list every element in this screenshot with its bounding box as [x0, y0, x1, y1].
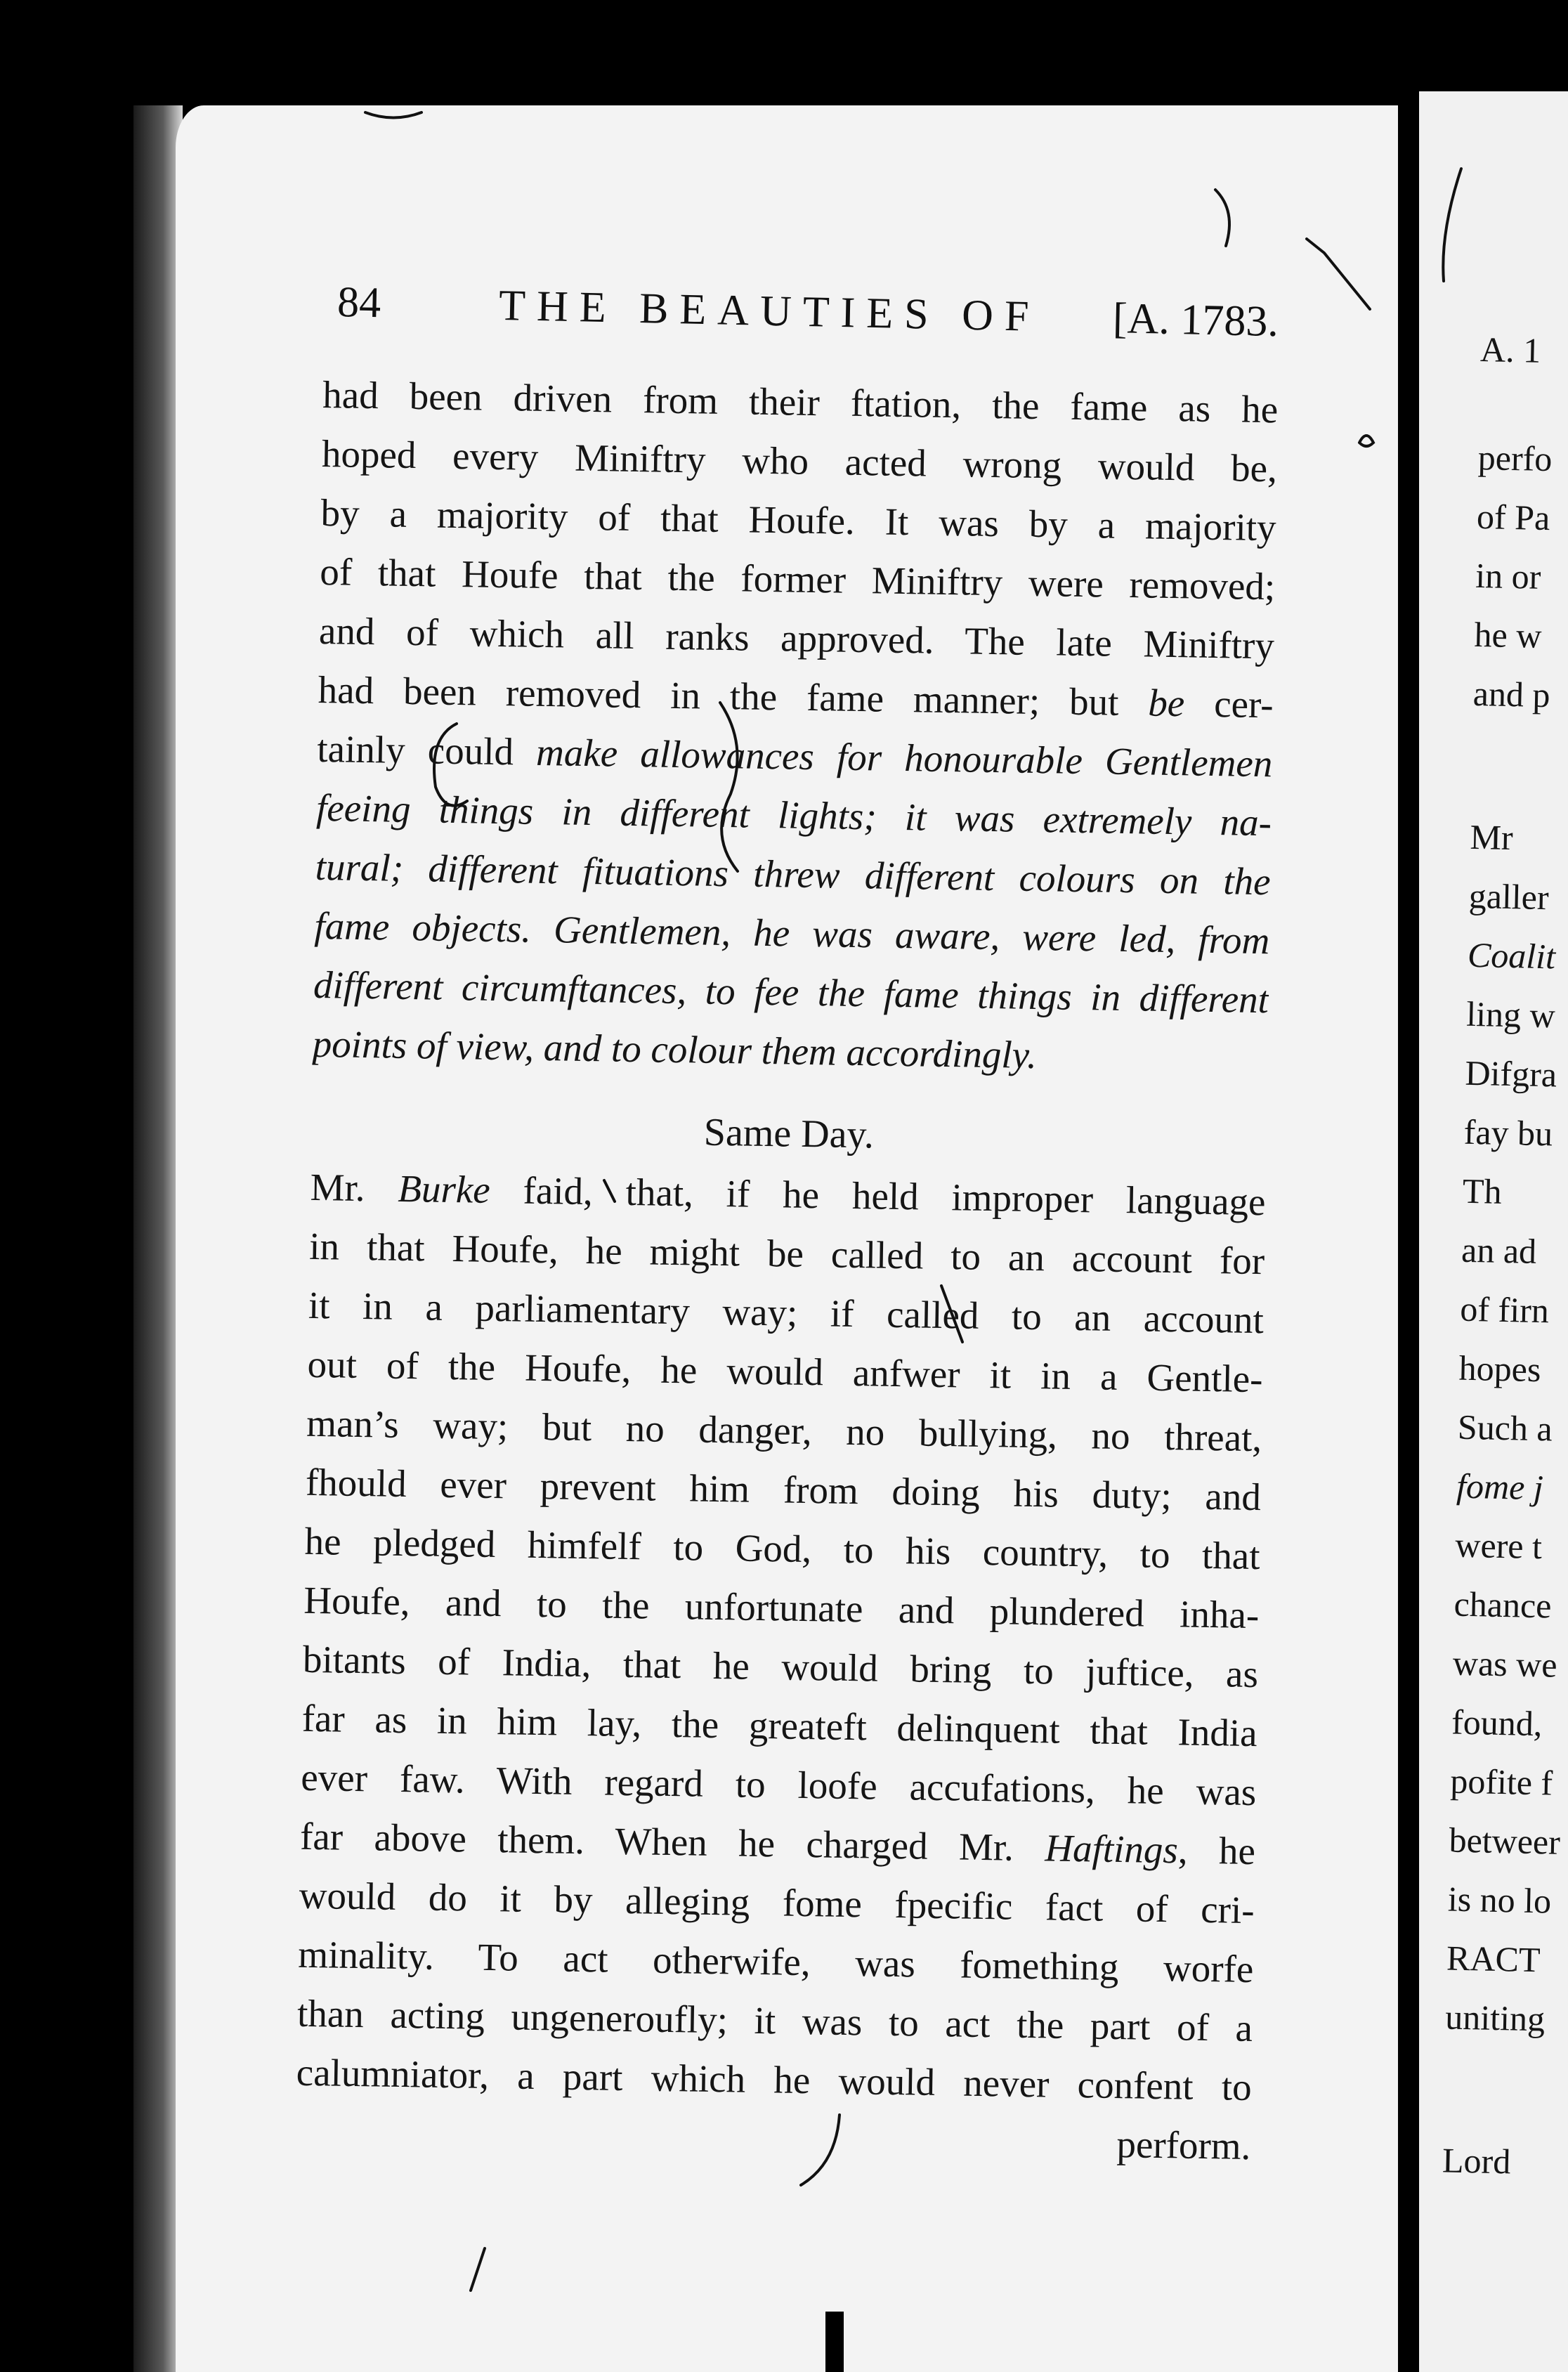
right-page-line-fragment: found, — [1451, 1702, 1543, 1744]
text-run: of that Houfe that the former Miniftry were removed; — [319, 549, 1276, 608]
text-run: Mr. — [310, 1165, 398, 1210]
page-gutter — [1398, 91, 1419, 2372]
right-page-line-fragment: uniting — [1444, 1997, 1546, 2039]
text-run: far above them. When he charged Mr. — [299, 1814, 1045, 1870]
text-run: fame objects. Gentlemen, he was aware, were led, from — [313, 904, 1270, 963]
section-heading: Same Day. — [703, 1110, 875, 1157]
text-run: faid, that, if he held improper language — [490, 1168, 1266, 1224]
right-page-line-fragment: an ad — [1461, 1230, 1537, 1271]
page-number: 84 — [337, 278, 381, 327]
right-page-line-fragment: and p — [1472, 673, 1551, 715]
right-page-line-fragment: in or — [1475, 555, 1541, 597]
right-page-line-fragment: is no lo — [1447, 1879, 1552, 1921]
running-year: [A. 1783. — [1112, 294, 1279, 346]
right-page-line-fragment: Th — [1462, 1171, 1503, 1211]
text-run: cer- — [1184, 682, 1274, 726]
bookmark-tab — [825, 2312, 844, 2372]
right-page-line-fragment: Coalit — [1467, 934, 1556, 977]
right-page-line-fragment: chance — [1453, 1584, 1553, 1626]
right-page-line-fragment: ling w — [1465, 993, 1556, 1036]
running-title: THE BEAUTIES OF — [498, 281, 1041, 341]
text-run: Burke — [397, 1166, 491, 1211]
right-page-line-fragment: of Pa — [1476, 496, 1550, 538]
text-run: ever faw. With regard to loofe accufations, he was — [300, 1755, 1257, 1814]
right-page-line-fragment: he w — [1474, 614, 1542, 656]
text-run: calumniator, a part which he would never confent to — [296, 2050, 1253, 2109]
right-page-line-fragment: pofite f — [1449, 1761, 1553, 1803]
text-run: bitants of India, that he would bring to juftice, as — [302, 1637, 1259, 1696]
text-run: minality. To act otherwife, was fomething worfe — [297, 1932, 1254, 1991]
text-run: points of view, and to colour them accordingly. — [312, 1022, 1038, 1077]
right-page-line-fragment: perfo — [1477, 437, 1553, 479]
right-page-line-fragment: Difgra — [1464, 1053, 1557, 1095]
text-run: by a majority of that Houfe. It was by a majority — [320, 490, 1277, 549]
right-page-line-fragment: of firn — [1459, 1289, 1550, 1331]
text-run: out of the Houfe, he would anfwer it in a Gentle- — [307, 1342, 1263, 1401]
right-page-line-fragment: betweer — [1449, 1820, 1561, 1862]
text-run: he pledged himfelf to God, to his country, to that — [304, 1519, 1261, 1578]
body-text — [295, 365, 1279, 2176]
right-page-line-fragment: Such a — [1457, 1407, 1553, 1449]
right-page-line-fragment: RACT — [1446, 1938, 1541, 1980]
text-run: than acting ungeneroufly; it was to act the part of a — [296, 1991, 1253, 2050]
right-page-line-fragment: Lord — [1442, 2140, 1511, 2182]
text-run: had been removed in the fame manner; but — [318, 667, 1149, 724]
text-run: feeing things in different lights; it was extremely na- — [315, 786, 1272, 845]
text-run: perform. — [1116, 2123, 1251, 2168]
text-run: in that Houfe, he might be called to an account for — [308, 1224, 1265, 1283]
text-run: fhould ever prevent him from doing his duty; and — [305, 1460, 1262, 1519]
text-run: make allowances for honourable Gentlemen — [535, 730, 1273, 786]
right-page-line-fragment: A. 1 — [1479, 329, 1541, 370]
right-page-line-fragment: Mr — [1470, 816, 1514, 858]
text-run: had been driven from their ftation, the fame as he — [322, 372, 1279, 431]
right-page-line-fragment: fay bu — [1463, 1112, 1553, 1154]
text-run: and of which all ranks approved. The late Miniftry — [318, 608, 1275, 667]
right-page-line-fragment: galler — [1468, 875, 1550, 918]
text-run: Houfe, and to the unfortunate and plundered inha- — [303, 1578, 1260, 1637]
text-run: be — [1147, 681, 1185, 725]
text-run: Haftings — [1044, 1826, 1179, 1872]
text-run: tainly could — [316, 726, 537, 774]
text-run: , he — [1177, 1828, 1256, 1873]
text-run: it in a parliamentary way; if called to an account — [308, 1283, 1265, 1342]
text-run: man’s way; but no danger, no bullying, no threat, — [306, 1401, 1262, 1460]
text-run: would do it by alleging fome fpecific fact of cri- — [299, 1873, 1255, 1932]
paragraph-2 — [295, 1158, 1266, 2176]
right-page-line-fragment: hopes — [1458, 1348, 1541, 1390]
text-run: hoped every Miniftry who acted wrong would be, — [321, 431, 1278, 490]
right-page-line-fragment: were t — [1454, 1525, 1543, 1567]
right-page-line-fragment: was we — [1452, 1643, 1558, 1685]
text-run: tural; different fituations threw different colours on the — [315, 845, 1272, 904]
text-run: different circumftances, to fee the fame things in different — [313, 963, 1269, 1022]
text-run: far as in him lay, the greateft delinquent that India — [301, 1696, 1258, 1755]
right-page-line-fragment: fome j — [1456, 1466, 1544, 1508]
paragraph-1 — [312, 365, 1279, 1088]
